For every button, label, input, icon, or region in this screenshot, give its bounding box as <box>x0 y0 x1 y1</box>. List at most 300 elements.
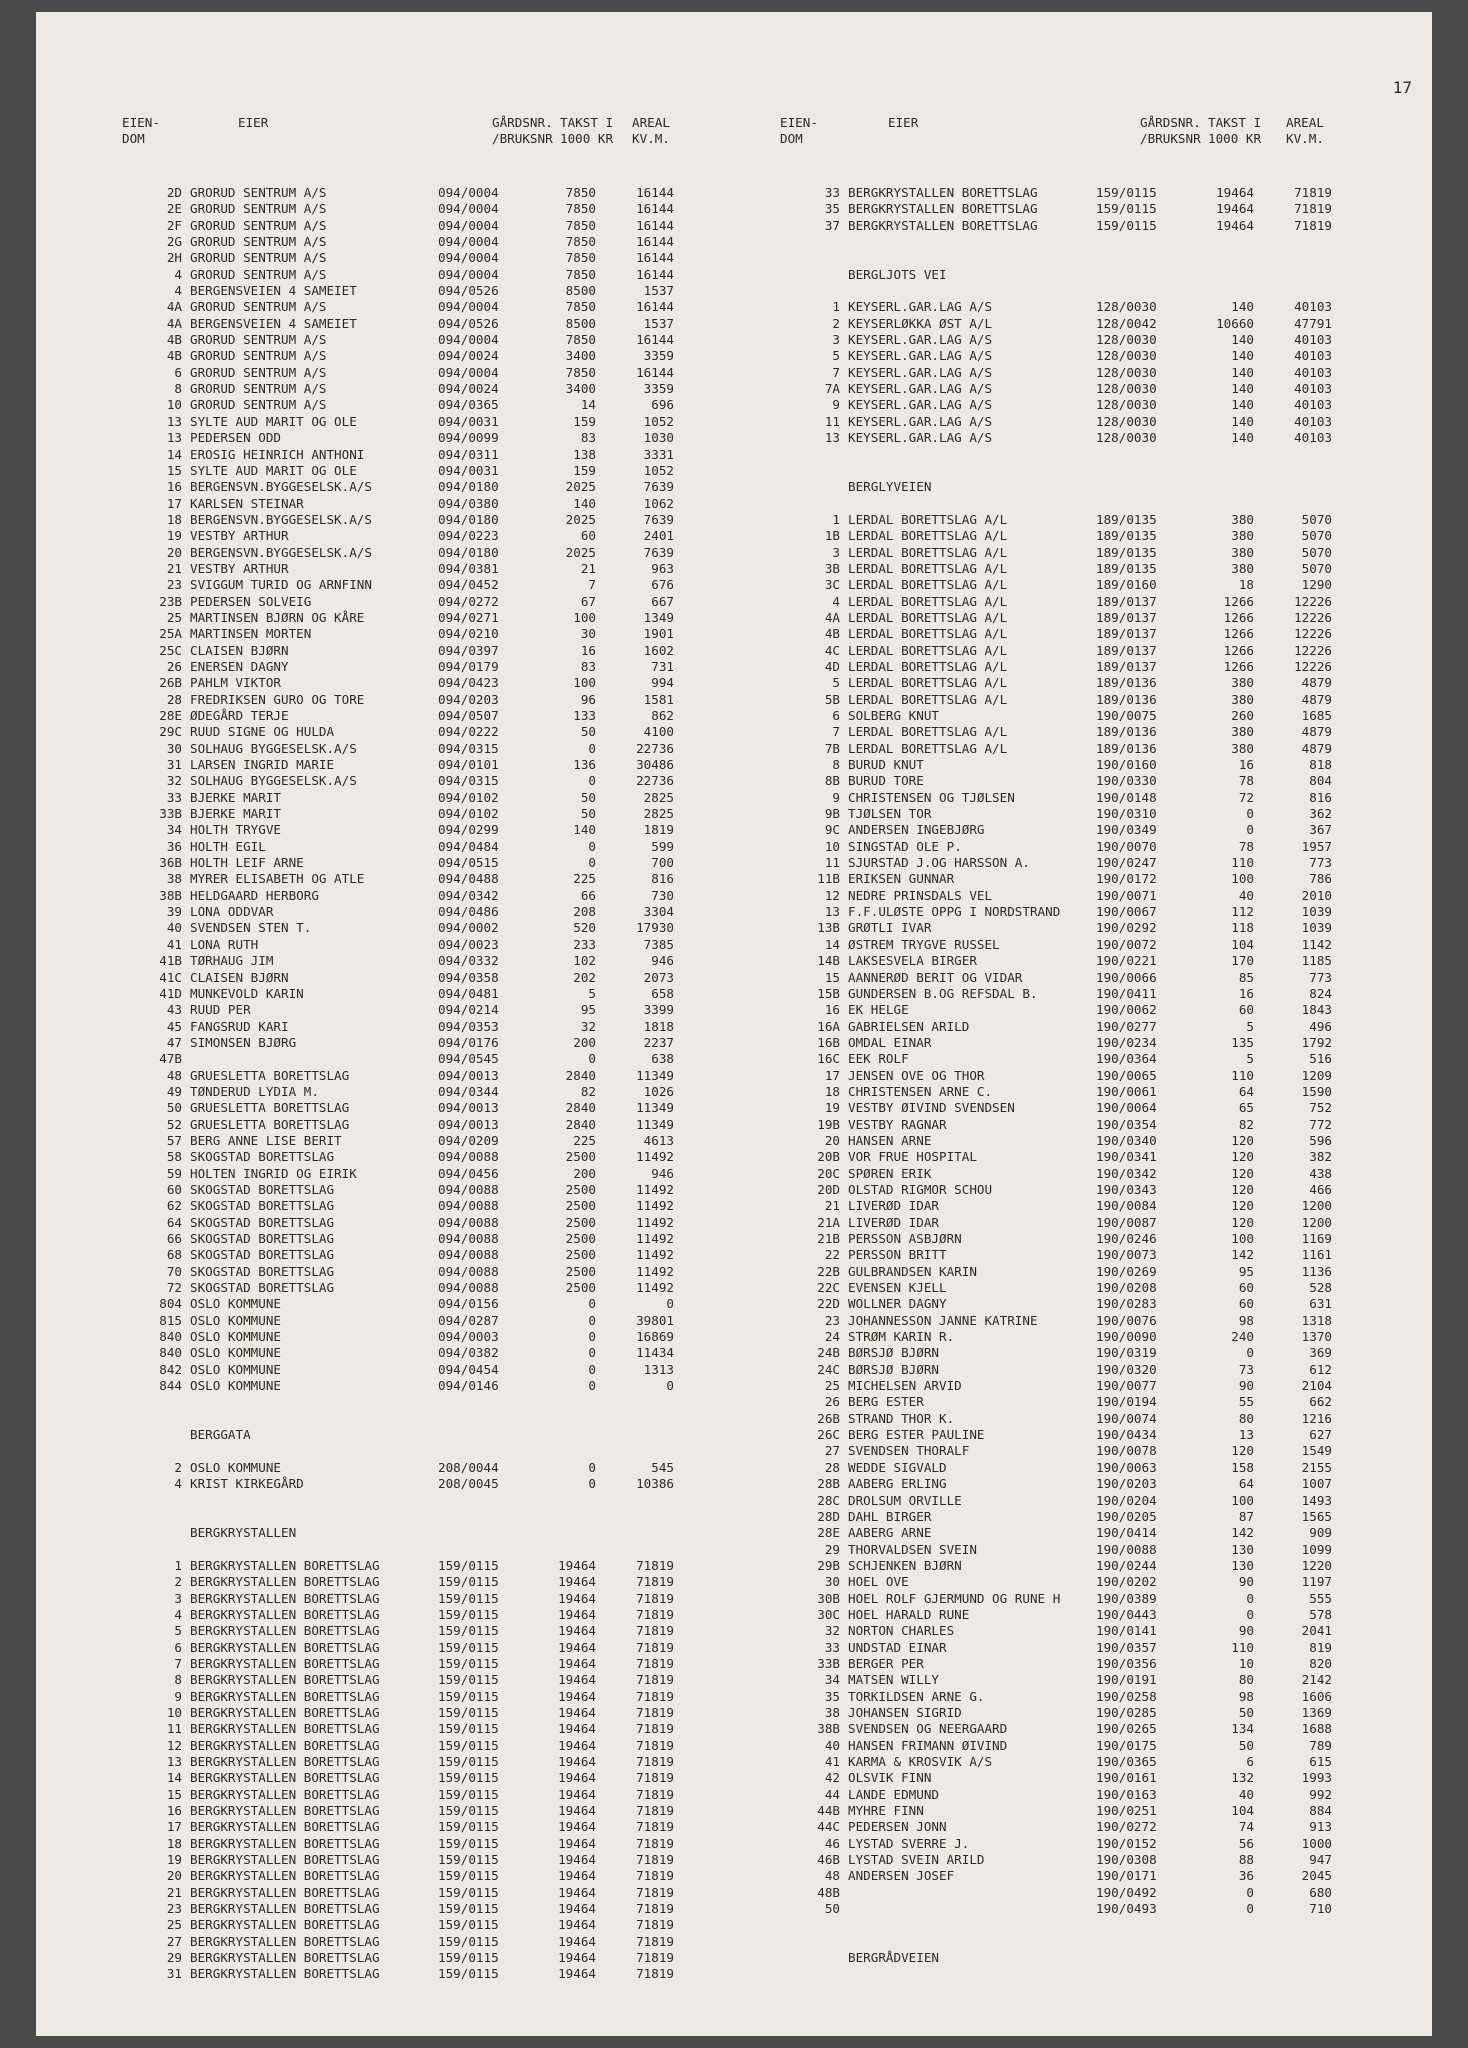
blank-row <box>774 1934 1464 1950</box>
owner-name: BERG ESTER PAULINE <box>848 1427 985 1443</box>
owner-name: NORTON CHARLES <box>848 1623 955 1639</box>
areal-value: 71819 <box>636 1852 674 1868</box>
owner-name: GRORUD SENTRUM A/S <box>190 250 327 266</box>
takst-value: 170 <box>1231 953 1254 969</box>
blank-row <box>774 447 1464 463</box>
owner-name: NEDRE PRINSDALS VEL <box>848 887 993 903</box>
takst-value: 19464 <box>558 1950 596 1966</box>
table-row <box>116 463 806 479</box>
areal-value: 946 <box>651 953 674 969</box>
gnr-bnr: 190/0320 <box>1096 1361 1157 1377</box>
owner-name: SKOGSTAD BORETTSLAG <box>190 1231 335 1246</box>
property-number: 40 <box>824 1737 840 1753</box>
areal-value: 1169 <box>1301 1231 1332 1246</box>
gnr-bnr: 094/0180 <box>438 511 499 527</box>
property-number: 41D <box>159 985 182 1001</box>
property-number: 41C <box>159 969 182 985</box>
table-row <box>774 1231 1464 1247</box>
takst-value: 18 <box>1238 577 1254 593</box>
owner-name: OLSTAD RIGMOR SCHOU <box>848 1181 993 1197</box>
areal-value: 631 <box>1309 1296 1332 1312</box>
takst-value: 0 <box>1246 1590 1254 1606</box>
gnr-bnr: 159/0115 <box>438 1754 499 1769</box>
areal-value: 820 <box>1309 1655 1332 1671</box>
owner-name: LIVERØD IDAR <box>848 1198 939 1214</box>
blank-row <box>774 283 1464 299</box>
areal-value: 1220 <box>1301 1557 1332 1573</box>
owner-name: RUUD PER <box>190 1002 251 1018</box>
areal-value: 11492 <box>636 1149 674 1165</box>
owner-name: STRAND THOR K. <box>848 1410 955 1426</box>
table-row <box>774 430 1464 446</box>
property-number: 29C <box>159 724 182 740</box>
table-row <box>774 986 1464 1002</box>
gnr-bnr: 159/0115 <box>438 1721 499 1737</box>
areal-value: 1197 <box>1301 1574 1332 1590</box>
property-number: 804 <box>159 1296 182 1312</box>
gnr-bnr: 190/0077 <box>1096 1378 1157 1394</box>
takst-value: 120 <box>1231 1198 1254 1214</box>
table-row <box>116 888 806 904</box>
takst-value: 2840 <box>565 1067 596 1083</box>
owner-name: TJØLSEN TOR <box>848 806 932 822</box>
areal-value: 1313 <box>643 1361 674 1377</box>
property-number: 23 <box>824 1312 840 1328</box>
owner-name: GRØTLI IVAR <box>848 920 932 936</box>
owner-name: THORVALDSEN SVEIN <box>848 1541 977 1557</box>
areal-value: 71819 <box>636 1884 674 1900</box>
owner-name: KEYSERL.GAR.LAG A/S <box>848 348 993 364</box>
gnr-bnr: 094/0101 <box>438 757 499 773</box>
areal-value: 3304 <box>643 904 674 920</box>
table-row <box>774 1002 1464 1018</box>
takst-value: 120 <box>1231 1443 1254 1459</box>
owner-name: HOLTH TRYGVE <box>190 822 281 838</box>
takst-value: 0 <box>588 740 596 756</box>
owner-name: BERGENSVEIEN 4 SAMEIET <box>190 315 357 331</box>
property-number: 32 <box>824 1623 840 1639</box>
property-number: 22 <box>824 1247 840 1263</box>
blank-row <box>774 250 1464 266</box>
property-number: 23 <box>166 1901 182 1917</box>
takst-value: 0 <box>588 1476 596 1492</box>
property-number: 34 <box>824 1672 840 1688</box>
table-row <box>116 479 806 495</box>
takst-value: 7850 <box>565 250 596 266</box>
takst-value: 0 <box>588 1051 596 1067</box>
property-number: 37 <box>824 217 840 233</box>
property-number: 4B <box>166 348 182 364</box>
gnr-bnr: 190/0152 <box>1096 1835 1157 1851</box>
table-row <box>774 643 1464 659</box>
table-row <box>116 1264 806 1280</box>
property-number: 5 <box>174 1623 182 1639</box>
table-row <box>774 1738 1464 1754</box>
takst-value: 40 <box>1238 1786 1254 1802</box>
owner-name: BERGKRYSTALLEN BORETTSLAG <box>190 1639 380 1655</box>
areal-value: 1318 <box>1301 1312 1332 1328</box>
owner-name: BERG ANNE LISE BERIT <box>190 1132 342 1148</box>
property-number: 3B <box>824 560 840 576</box>
table-row <box>116 332 806 348</box>
gnr-bnr: 094/0272 <box>438 593 499 609</box>
owner-name: CHRISTENSEN ARNE C. <box>848 1083 993 1099</box>
areal-value: 367 <box>1309 822 1332 838</box>
gnr-bnr: 094/0031 <box>438 413 499 429</box>
property-number: 33 <box>166 789 182 805</box>
areal-value: 789 <box>1309 1737 1332 1753</box>
table-row <box>774 1509 1464 1525</box>
owner-name: LARSEN INGRID MARIE <box>190 757 335 773</box>
takst-value: 19464 <box>558 1574 596 1590</box>
gnr-bnr: 190/0074 <box>1096 1410 1157 1426</box>
takst-value: 73 <box>1238 1361 1254 1377</box>
areal-value: 7639 <box>643 544 674 560</box>
table-row <box>774 1852 1464 1868</box>
property-number: 29 <box>166 1950 182 1966</box>
table-row <box>774 1247 1464 1263</box>
takst-value: 104 <box>1231 936 1254 952</box>
takst-value: 10 <box>1238 1655 1254 1671</box>
areal-value: 627 <box>1309 1427 1332 1443</box>
takst-value: 88 <box>1238 1852 1254 1868</box>
property-number: 28E <box>817 1525 840 1541</box>
areal-value: 1957 <box>1301 838 1332 854</box>
areal-value: 1200 <box>1301 1214 1332 1230</box>
owner-name: BERGKRYSTALLEN BORETTSLAG <box>190 1786 380 1802</box>
gnr-bnr: 094/0488 <box>438 871 499 887</box>
table-row <box>116 806 806 822</box>
takst-value: 65 <box>1238 1100 1254 1116</box>
owner-name: SCHJENKEN BJØRN <box>848 1557 962 1573</box>
areal-value: 3359 <box>643 381 674 397</box>
takst-value: 19464 <box>558 1917 596 1933</box>
property-number: 26 <box>166 658 182 674</box>
gnr-bnr: 190/0087 <box>1096 1214 1157 1230</box>
table-row <box>116 920 806 936</box>
areal-value: 773 <box>1309 969 1332 985</box>
areal-value: 528 <box>1309 1280 1332 1296</box>
areal-value: 1209 <box>1301 1067 1332 1083</box>
areal-value: 71819 <box>1294 201 1332 217</box>
areal-value: 466 <box>1309 1181 1332 1197</box>
table-row <box>774 1427 1464 1443</box>
gnr-bnr: 190/0244 <box>1096 1557 1157 1573</box>
property-number: 27 <box>166 1933 182 1949</box>
property-number: 44C <box>817 1819 840 1835</box>
property-number: 36B <box>159 855 182 871</box>
areal-value: 1602 <box>643 642 674 658</box>
takst-value: 6 <box>1246 1754 1254 1769</box>
table-row <box>774 1770 1464 1786</box>
street-heading <box>774 1950 1464 1966</box>
takst-value: 60 <box>580 528 596 544</box>
takst-value: 112 <box>1231 904 1254 920</box>
table-row <box>116 1231 806 1247</box>
gnr-bnr: 190/0443 <box>1096 1606 1157 1622</box>
blank-row <box>774 1917 1464 1933</box>
owner-name: OSLO KOMMUNE <box>190 1361 281 1377</box>
table-row <box>116 1280 806 1296</box>
areal-value: 22736 <box>636 740 674 756</box>
property-number: 14 <box>166 1770 182 1786</box>
property-number: 38B <box>159 887 182 903</box>
property-number: 50 <box>824 1901 840 1917</box>
gnr-bnr: 159/0115 <box>438 1655 499 1671</box>
takst-value: 7850 <box>565 332 596 348</box>
property-number: 1 <box>832 299 840 315</box>
table-row <box>116 790 806 806</box>
property-number: 31 <box>166 1966 182 1982</box>
gnr-bnr: 159/0115 <box>438 1917 499 1933</box>
owner-name: GRORUD SENTRUM A/S <box>190 185 327 200</box>
table-row <box>116 1656 806 1672</box>
gnr-bnr: 190/0066 <box>1096 969 1157 985</box>
areal-value: 1161 <box>1301 1247 1332 1263</box>
takst-value: 2025 <box>565 479 596 495</box>
property-number: 7 <box>832 724 840 740</box>
areal-value: 40103 <box>1294 332 1332 348</box>
areal-value: 16144 <box>636 266 674 282</box>
gnr-bnr: 190/0163 <box>1096 1786 1157 1802</box>
gnr-bnr: 094/0004 <box>438 332 499 348</box>
table-row <box>116 250 806 266</box>
table-row <box>774 790 1464 806</box>
takst-value: 0 <box>1246 822 1254 838</box>
gnr-bnr: 190/0171 <box>1096 1868 1157 1884</box>
takst-value: 19464 <box>558 1835 596 1851</box>
takst-value: 0 <box>588 1312 596 1328</box>
takst-value: 19464 <box>558 1704 596 1720</box>
table-row <box>116 675 806 691</box>
gnr-bnr: 094/0088 <box>438 1231 499 1246</box>
property-number: 9 <box>832 789 840 805</box>
gnr-bnr: 190/0234 <box>1096 1034 1157 1050</box>
header-takst-2: 1000 KR <box>1208 131 1262 146</box>
property-number: 20 <box>166 1868 182 1884</box>
owner-name: HANSEN FRIMANN ØIVIND <box>848 1737 1008 1753</box>
areal-value: 47791 <box>1294 315 1332 331</box>
owner-name: BERGKRYSTALLEN BORETTSLAG <box>190 1590 380 1606</box>
areal-value: 909 <box>1309 1525 1332 1541</box>
table-row <box>774 1656 1464 1672</box>
property-number: 20B <box>817 1149 840 1165</box>
owner-name: RUUD SIGNE OG HULDA <box>190 724 335 740</box>
areal-value: 71819 <box>636 1655 674 1671</box>
takst-value: 19464 <box>558 1737 596 1753</box>
owner-name: BERGKRYSTALLEN BORETTSLAG <box>190 1574 380 1590</box>
owner-name: PERSSON BRITT <box>848 1247 947 1263</box>
header-takst: TAKST I <box>560 115 614 130</box>
areal-value: 5070 <box>1301 528 1332 544</box>
table-row <box>774 1591 1464 1607</box>
areal-value: 1369 <box>1301 1704 1332 1720</box>
areal-value: 11492 <box>636 1198 674 1214</box>
takst-value: 2500 <box>565 1198 596 1214</box>
header-nr: EIEN- <box>780 115 818 130</box>
property-number: 38 <box>166 871 182 887</box>
owner-name: BERGKRYSTALLEN BORETTSLAG <box>848 217 1038 233</box>
table-row <box>116 692 806 708</box>
takst-value: 83 <box>580 658 596 674</box>
areal-value: 71819 <box>636 1672 674 1688</box>
owner-name: EVENSEN KJELL <box>848 1280 947 1296</box>
table-row <box>116 1182 806 1198</box>
takst-value: 19464 <box>558 1770 596 1786</box>
street-name: BERGGATA <box>190 1427 251 1443</box>
takst-value: 520 <box>573 920 596 936</box>
header-gnr-2: /BRUKSNR <box>1140 131 1201 146</box>
takst-value: 100 <box>1231 1231 1254 1246</box>
property-number: 28B <box>817 1476 840 1492</box>
gnr-bnr: 094/0365 <box>438 397 499 413</box>
gnr-bnr: 190/0161 <box>1096 1770 1157 1786</box>
owner-name: ENERSEN DAGNY <box>190 658 289 674</box>
owner-name: LERDAL BORETTSLAG A/L <box>848 528 1008 544</box>
areal-value: 2401 <box>643 528 674 544</box>
header-areal: AREAL <box>1286 115 1324 130</box>
areal-value: 516 <box>1309 1051 1332 1067</box>
owner-name: BERGKRYSTALLEN BORETTSLAG <box>190 1835 380 1851</box>
owner-name: HOEL HARALD RUNE <box>848 1606 970 1622</box>
takst-value: 120 <box>1231 1181 1254 1197</box>
areal-value: 786 <box>1309 871 1332 887</box>
owner-name: KEYSERL.GAR.LAG A/S <box>848 381 993 397</box>
property-number: 10 <box>824 838 840 854</box>
property-number: 6 <box>174 364 182 380</box>
property-number: 1B <box>824 528 840 544</box>
table-row <box>116 708 806 724</box>
table-row <box>774 1885 1464 1901</box>
gnr-bnr: 094/0545 <box>438 1051 499 1067</box>
table-row <box>116 381 806 397</box>
property-number: 28 <box>824 1459 840 1475</box>
takst-value: 158 <box>1231 1459 1254 1475</box>
takst-value: 78 <box>1238 773 1254 789</box>
property-number: 40 <box>166 920 182 936</box>
owner-name: SOLHAUG BYGGESELSK.A/S <box>190 773 357 789</box>
areal-value: 1007 <box>1301 1476 1332 1492</box>
gnr-bnr: 159/0115 <box>438 1672 499 1688</box>
owner-name: GRORUD SENTRUM A/S <box>190 332 327 348</box>
street-heading <box>116 1427 806 1443</box>
owner-name: EK HELGE <box>848 1002 909 1018</box>
owner-name: LANDE EDMUND <box>848 1786 939 1802</box>
takst-value: 32 <box>580 1018 596 1034</box>
table-row <box>116 986 806 1002</box>
takst-value: 159 <box>573 462 596 478</box>
property-number: 14B <box>817 953 840 969</box>
owner-name: OMDAL EINAR <box>848 1034 932 1050</box>
takst-value: 2025 <box>565 544 596 560</box>
property-number: 33B <box>159 806 182 822</box>
areal-value: 11492 <box>636 1263 674 1279</box>
gnr-bnr: 094/0481 <box>438 985 499 1001</box>
table-row <box>774 1607 1464 1623</box>
owner-name: LERDAL BORETTSLAG A/L <box>848 593 1008 609</box>
takst-value: 118 <box>1231 920 1254 936</box>
table-row <box>774 1672 1464 1688</box>
table-row <box>116 659 806 675</box>
property-number: 17 <box>166 1819 182 1835</box>
table-row <box>116 348 806 364</box>
table-row <box>774 1378 1464 1394</box>
takst-value: 83 <box>580 430 596 446</box>
table-row <box>116 643 806 659</box>
gnr-bnr: 190/0411 <box>1096 985 1157 1001</box>
table-row <box>116 741 806 757</box>
takst-value: 5 <box>1246 1018 1254 1034</box>
areal-value: 71819 <box>636 1770 674 1786</box>
gnr-bnr: 189/0136 <box>1096 691 1157 707</box>
table-row <box>116 822 806 838</box>
takst-value: 110 <box>1231 855 1254 871</box>
property-number: 44B <box>817 1803 840 1819</box>
property-number: 41 <box>166 936 182 952</box>
areal-value: 1349 <box>643 609 674 625</box>
takst-value: 380 <box>1231 675 1254 691</box>
blank-row <box>116 1394 806 1410</box>
table-row <box>116 1852 806 1868</box>
property-number: 5 <box>832 348 840 364</box>
owner-name: WOLLNER DAGNY <box>848 1296 947 1312</box>
property-number: 4B <box>166 332 182 348</box>
column-header <box>116 115 806 185</box>
gnr-bnr: 094/0315 <box>438 773 499 789</box>
owner-name: SINGSTAD OLE P. <box>848 838 962 854</box>
owner-name: SVENDSEN OG NEERGAARD <box>848 1721 1008 1737</box>
property-number: 25 <box>824 1378 840 1394</box>
areal-value: 818 <box>1309 757 1332 773</box>
takst-value: 19464 <box>558 1868 596 1884</box>
owner-name: OSLO KOMMUNE <box>190 1312 281 1328</box>
page-number: 17 <box>1392 78 1412 97</box>
table-row <box>774 545 1464 561</box>
table-row <box>116 1345 806 1361</box>
table-row <box>774 1836 1464 1852</box>
property-number: 24C <box>817 1361 840 1377</box>
owner-name: KEYSERL.GAR.LAG A/S <box>848 364 993 380</box>
property-number: 66 <box>166 1231 182 1246</box>
property-number: 12 <box>824 887 840 903</box>
blank-row <box>774 234 1464 250</box>
gnr-bnr: 094/0004 <box>438 364 499 380</box>
table-row <box>116 561 806 577</box>
areal-value: 11349 <box>636 1067 674 1083</box>
table-row <box>116 1133 806 1149</box>
gnr-bnr: 208/0045 <box>438 1476 499 1492</box>
takst-value: 21 <box>580 560 596 576</box>
takst-value: 159 <box>573 413 596 429</box>
takst-value: 0 <box>588 1345 596 1361</box>
gnr-bnr: 190/0141 <box>1096 1623 1157 1639</box>
gnr-bnr: 094/0209 <box>438 1132 499 1148</box>
property-number: 28E <box>159 708 182 723</box>
property-number: 12 <box>166 1737 182 1753</box>
gnr-bnr: 190/0062 <box>1096 1002 1157 1018</box>
table-row <box>774 1133 1464 1149</box>
areal-value: 16144 <box>636 250 674 266</box>
property-number: 4C <box>824 642 840 658</box>
gnr-bnr: 159/0115 <box>438 1557 499 1573</box>
areal-value: 1052 <box>643 462 674 478</box>
owner-name: BERGKRYSTALLEN BORETTSLAG <box>190 1803 380 1819</box>
owner-name: BERGKRYSTALLEN BORETTSLAG <box>190 1901 380 1917</box>
property-number: 8B <box>824 773 840 789</box>
table-row <box>774 1542 1464 1558</box>
property-number: 28D <box>817 1508 840 1524</box>
property-number: 72 <box>166 1280 182 1296</box>
